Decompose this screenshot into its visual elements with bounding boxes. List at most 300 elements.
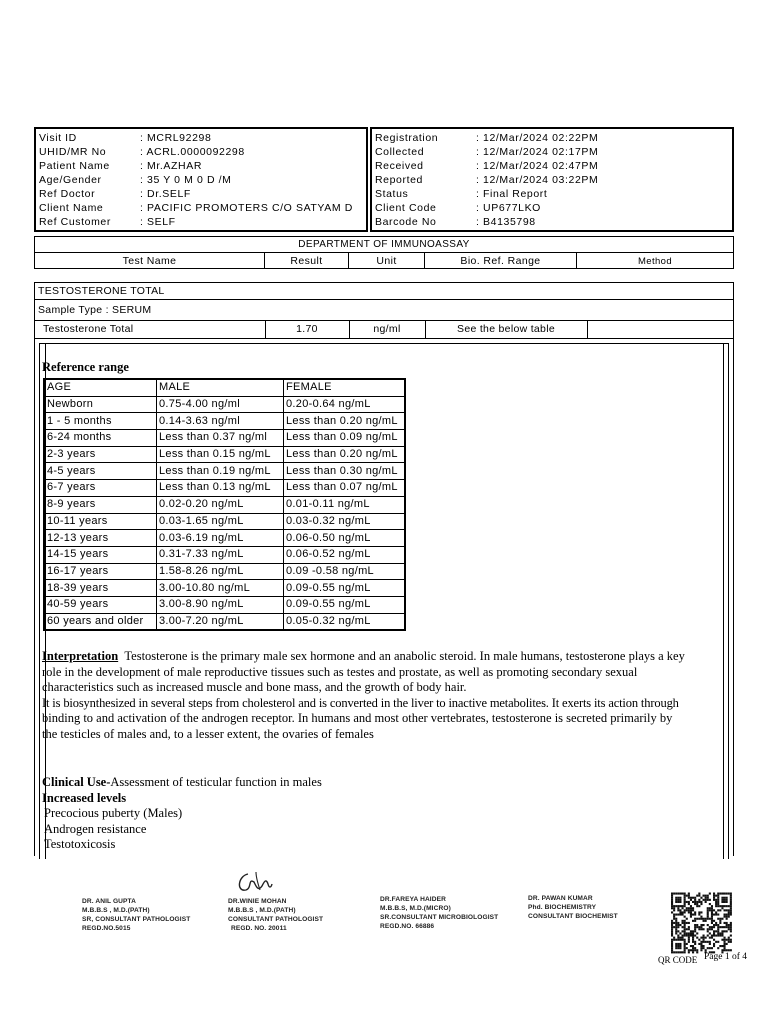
qr-module (675, 951, 677, 953)
qr-module (730, 901, 732, 903)
qr-module (717, 895, 719, 897)
qr-module (728, 939, 730, 941)
qr-module (692, 947, 694, 949)
qr-module (692, 897, 694, 899)
qr-module (692, 945, 694, 947)
qr-module (692, 937, 694, 939)
table-row (44, 613, 405, 630)
interpretation-line: binding to and activation of the androgen receptor. In humans and most other vertebrates, testosterone is secreted primarily by (42, 711, 673, 726)
qr-module (730, 897, 732, 899)
qr-module (692, 901, 694, 903)
qr-module (684, 939, 686, 941)
qr-module (673, 926, 675, 928)
qr-module (686, 909, 688, 911)
male-cell: 0.03-6.19 ng/mL (157, 530, 284, 547)
qr-module (724, 947, 726, 949)
qr-module (730, 941, 732, 943)
age-cell: 18-39 years (44, 580, 157, 597)
test-unit: ng/ml (373, 323, 401, 335)
signatory-title: CONSULTANT PATHOLOGIST (228, 916, 324, 923)
female-cell: Less than 0.20 ng/mL (284, 413, 406, 430)
qr-module (705, 918, 707, 920)
qr-module (707, 911, 709, 913)
qr-module (698, 918, 700, 920)
qr-module (684, 893, 686, 895)
qr-module (713, 943, 715, 945)
col-unit: Unit (349, 253, 425, 269)
qr-module (726, 899, 728, 901)
qr-module (724, 905, 726, 907)
signatory-degree: M.B.B.S , M.D.(PATH) (82, 907, 150, 914)
qr-module (707, 895, 709, 897)
reference-range-heading: Reference range (42, 360, 129, 374)
qr-module (673, 909, 675, 911)
qr-module (711, 909, 713, 911)
interpretation-label: Interpretation (42, 649, 119, 663)
qr-module (717, 941, 719, 943)
header-age: AGE (44, 379, 157, 396)
qr-module (715, 922, 717, 924)
qr-module (703, 935, 705, 937)
qr-module (715, 941, 717, 943)
qr-module (696, 918, 698, 920)
qr-module (688, 951, 690, 953)
patient-name-label: Patient Name (39, 160, 110, 172)
qr-module (709, 918, 711, 920)
male-cell: 3.00-10.80 ng/mL (157, 580, 284, 597)
signatory-1 (82, 897, 190, 933)
qr-module (705, 937, 707, 939)
qr-module (707, 914, 709, 916)
qr-module (692, 930, 694, 932)
qr-module (688, 928, 690, 930)
qr-module (721, 935, 723, 937)
qr-module (675, 922, 677, 924)
qr-module (694, 914, 696, 916)
qr-module (696, 901, 698, 903)
interpretation-line: role in the development of male reproductive tissues such as testes and prostate, as well as promoting secondary sexual (42, 664, 638, 679)
qr-module (671, 951, 673, 953)
qr-module (694, 901, 696, 903)
qr-module (694, 947, 696, 949)
qr-module (717, 935, 719, 937)
qr-module (677, 935, 679, 937)
qr-module (684, 951, 686, 953)
qr-module (694, 928, 696, 930)
client-name-value: : PACIFIC PROMOTERS C/O SATYAM D (140, 202, 353, 214)
qr-module (711, 922, 713, 924)
qr-module (684, 926, 686, 928)
female-cell: Less than 0.09 ng/mL (284, 430, 406, 447)
qr-module (730, 914, 732, 916)
department-title: DEPARTMENT OF IMMUNOASSAY (298, 239, 470, 250)
ref-customer-value: : SELF (140, 216, 176, 228)
qr-module (719, 909, 721, 911)
qr-module (728, 924, 730, 926)
qr-module (707, 935, 709, 937)
qr-module (692, 909, 694, 911)
male-cell: 0.02-0.20 ng/mL (157, 496, 284, 513)
qr-module (730, 924, 732, 926)
qr-module (679, 897, 681, 899)
qr-module (677, 937, 679, 939)
header-male: MALE (157, 379, 284, 396)
interpretation-text: Testosterone is the primary male sex hormone and an anabolic steroid. In male humans, testosterone plays a key (124, 649, 685, 663)
qr-module (709, 909, 711, 911)
qr-module (707, 928, 709, 930)
male-cell: Less than 0.15 ng/mL (157, 446, 284, 463)
qr-module (690, 945, 692, 947)
qr-module (675, 926, 677, 928)
qr-module (721, 897, 723, 899)
qr-module (682, 922, 684, 924)
male-cell: 0.14-3.63 ng/ml (157, 413, 284, 430)
qr-module (690, 909, 692, 911)
qr-module (677, 924, 679, 926)
reported-value: : 12/Mar/2024 03:22PM (476, 174, 599, 186)
qr-module (721, 932, 723, 934)
qr-module (721, 899, 723, 901)
ref-doctor-value: : Dr.SELF (140, 188, 191, 200)
qr-module (677, 909, 679, 911)
qr-module (675, 897, 677, 899)
qr-module (679, 899, 681, 901)
qr-module (673, 951, 675, 953)
age-cell: 4-5 years (44, 463, 157, 480)
qr-module (690, 935, 692, 937)
qr-module (686, 932, 688, 934)
qr-module (703, 920, 705, 922)
qr-module (715, 924, 717, 926)
qr-module (709, 932, 711, 934)
ref-doctor-label: Ref Doctor (39, 188, 96, 200)
status-value: : Final Report (476, 188, 548, 200)
qr-module (682, 926, 684, 928)
qr-module (671, 928, 673, 930)
qr-module (671, 939, 673, 941)
qr-module (675, 924, 677, 926)
qr-module (684, 928, 686, 930)
qr-module (688, 935, 690, 937)
ref-customer-label: Ref Customer (39, 216, 111, 228)
qr-module (728, 914, 730, 916)
qr-module (724, 949, 726, 951)
qr-module (684, 932, 686, 934)
qr-module (711, 947, 713, 949)
male-cell: Less than 0.37 ng/ml (157, 430, 284, 447)
qr-module (719, 926, 721, 928)
qr-module (686, 918, 688, 920)
qr-module (726, 905, 728, 907)
qr-module (703, 937, 705, 939)
qr-module (690, 932, 692, 934)
qr-module (713, 914, 715, 916)
sample-type: Sample Type : SERUM (38, 304, 152, 316)
qr-module (679, 914, 681, 916)
qr-module (675, 905, 677, 907)
qr-module (675, 945, 677, 947)
signatory-title: SR.CONSULTANT MICROBIOLOGIST (380, 914, 499, 921)
divider (35, 338, 733, 339)
qr-module (700, 943, 702, 945)
client-name-label: Client Name (39, 202, 104, 214)
qr-module (730, 922, 732, 924)
qr-module (677, 945, 679, 947)
qr-module (713, 909, 715, 911)
qr-module (724, 899, 726, 901)
department-header (34, 236, 734, 269)
qr-module (698, 905, 700, 907)
female-cell: 0.20-0.64 ng/mL (284, 396, 406, 413)
reported-label: Reported (375, 174, 423, 186)
qr-module (673, 939, 675, 941)
qr-module (690, 930, 692, 932)
qr-module (679, 924, 681, 926)
qr-module (721, 901, 723, 903)
divider (35, 299, 733, 300)
qr-module (707, 909, 709, 911)
qr-module (688, 903, 690, 905)
qr-module (707, 899, 709, 901)
qr-module (726, 926, 728, 928)
list-item: Precocious puberty (Males) (44, 806, 183, 821)
signature-scribble-icon (234, 866, 274, 898)
qr-module (690, 914, 692, 916)
qr-module (679, 943, 681, 945)
qr-module (715, 935, 717, 937)
qr-module (679, 937, 681, 939)
qr-module (724, 922, 726, 924)
female-cell: 0.06-0.52 ng/mL (284, 546, 406, 563)
reference-range-table (43, 378, 406, 631)
qr-module (677, 951, 679, 953)
qr-module (713, 932, 715, 934)
qr-module (686, 922, 688, 924)
table-row (44, 546, 405, 563)
qr-module (684, 943, 686, 945)
qr-module (717, 924, 719, 926)
qr-module (682, 951, 684, 953)
signatory-name: DR. ANIL GUPTA (82, 898, 137, 905)
table-row (44, 413, 405, 430)
qr-module (721, 930, 723, 932)
qr-module (724, 914, 726, 916)
qr-module (700, 926, 702, 928)
qr-module (684, 924, 686, 926)
qr-module (679, 909, 681, 911)
qr-module (730, 905, 732, 907)
qr-module (692, 935, 694, 937)
qr-module (684, 899, 686, 901)
qr-module (682, 939, 684, 941)
qr-module (730, 928, 732, 930)
qr-module (671, 926, 673, 928)
qr-module (671, 907, 673, 909)
qr-module (730, 893, 732, 895)
qr-module (724, 945, 726, 947)
qr-module (709, 893, 711, 895)
age-cell: 2-3 years (44, 446, 157, 463)
qr-module (677, 943, 679, 945)
qr-module (682, 893, 684, 895)
qr-module (696, 926, 698, 928)
clinical-use-text: Assessment of testicular function in males (110, 775, 322, 789)
qr-module (707, 924, 709, 926)
qr-module (696, 924, 698, 926)
female-cell: 0.09-0.55 ng/mL (284, 580, 406, 597)
interpretation-line: It is biosynthesized in several steps from cholesterol and is converted in the liver to inactive metabolites. It exerts its action through (42, 695, 679, 710)
barcode-label: Barcode No (375, 216, 437, 228)
qr-module (726, 924, 728, 926)
qr-module (705, 895, 707, 897)
qr-module (711, 905, 713, 907)
qr-module (730, 930, 732, 932)
qr-module (719, 935, 721, 937)
clinical-use-block (42, 775, 702, 853)
qr-module (684, 916, 686, 918)
age-cell: 40-59 years (44, 596, 157, 613)
qr-module (724, 926, 726, 928)
qr-module (713, 893, 715, 895)
qr-module (671, 924, 673, 926)
qr-module (694, 935, 696, 937)
qr-module (700, 937, 702, 939)
qr-module (696, 932, 698, 934)
qr-module (713, 945, 715, 947)
qr-module (698, 901, 700, 903)
qr-module (726, 901, 728, 903)
qr-module (709, 937, 711, 939)
qr-module (673, 914, 675, 916)
qr-module (730, 903, 732, 905)
qr-module (677, 893, 679, 895)
qr-module (724, 930, 726, 932)
qr-module (673, 916, 675, 918)
qr-module (679, 905, 681, 907)
signatory-reg: REGD.NO.5015 (82, 925, 131, 932)
signatory-title: CONSULTANT BIOCHEMIST (528, 913, 618, 920)
signatory-4 (528, 894, 618, 921)
qr-module (707, 907, 709, 909)
qr-module (703, 899, 705, 901)
col-test-name: Test Name (35, 253, 265, 269)
qr-module (696, 895, 698, 897)
qr-module (719, 918, 721, 920)
qr-module (724, 941, 726, 943)
qr-module (686, 928, 688, 930)
qr-module (705, 899, 707, 901)
qr-module (730, 895, 732, 897)
interpretation-line (42, 649, 702, 665)
qr-module (679, 951, 681, 953)
qr-module (719, 905, 721, 907)
qr-module (726, 893, 728, 895)
qr-module (719, 922, 721, 924)
page-number: Page 1 of 4 (704, 952, 748, 962)
qr-module (721, 926, 723, 928)
qr-module (709, 926, 711, 928)
qr-module (700, 918, 702, 920)
qr-module (730, 939, 732, 941)
qr-module (682, 907, 684, 909)
signatory-name: DR.FAREYA HAIDER (380, 896, 446, 903)
received-value: : 12/Mar/2024 02:47PM (476, 160, 599, 172)
qr-module (684, 949, 686, 951)
qr-module (726, 922, 728, 924)
female-cell: 0.09 -0.58 ng/mL (284, 563, 406, 580)
qr-module (688, 941, 690, 943)
qr-module (715, 899, 717, 901)
qr-module (717, 893, 719, 895)
qr-module (675, 918, 677, 920)
qr-module (703, 918, 705, 920)
qr-module (724, 897, 726, 899)
signatory-2 (228, 897, 323, 933)
qr-module (728, 909, 730, 911)
age-cell: 60 years and older (44, 613, 157, 630)
male-cell: 3.00-7.20 ng/mL (157, 613, 284, 630)
clinical-use-line (42, 775, 702, 791)
signatory-name: DR. PAWAN KUMAR (528, 895, 593, 902)
qr-module (677, 930, 679, 932)
qr-module (713, 926, 715, 928)
test-name: Testosterone Total (43, 323, 134, 335)
interpretation-line: the testicles of males and, to a lesser extent, the ovaries of females (42, 726, 374, 741)
qr-module (684, 911, 686, 913)
qr-module (700, 945, 702, 947)
qr-module (698, 895, 700, 897)
female-cell: 0.09-0.55 ng/mL (284, 596, 406, 613)
qr-module (694, 903, 696, 905)
female-cell: 0.01-0.11 ng/mL (284, 496, 406, 513)
qr-module (677, 907, 679, 909)
qr-module (700, 924, 702, 926)
qr-module (690, 897, 692, 899)
col-method: Method (637, 256, 673, 267)
divider (35, 320, 733, 321)
qr-module (675, 930, 677, 932)
table-row (44, 446, 405, 463)
qr-module (707, 916, 709, 918)
table-row (44, 596, 405, 613)
qr-module (711, 907, 713, 909)
qr-module (677, 922, 679, 924)
qr-module (728, 893, 730, 895)
qr-module (682, 911, 684, 913)
table-header-row (44, 379, 405, 396)
qr-module (728, 937, 730, 939)
qr-module (684, 945, 686, 947)
qr-module (690, 911, 692, 913)
qr-module (684, 941, 686, 943)
qr-module (686, 907, 688, 909)
qr-module (711, 926, 713, 928)
qr-module (679, 911, 681, 913)
qr-module (730, 909, 732, 911)
qr-module (692, 907, 694, 909)
collected-value: : 12/Mar/2024 02:17PM (476, 146, 599, 158)
male-cell: 0.75-4.00 ng/ml (157, 396, 284, 413)
table-row (44, 513, 405, 530)
qr-module (688, 895, 690, 897)
qr-module (726, 939, 728, 941)
qr-module (671, 935, 673, 937)
qr-module (696, 905, 698, 907)
qr-module (721, 949, 723, 951)
registration-value: : 12/Mar/2024 02:22PM (476, 132, 599, 144)
qr-module (717, 930, 719, 932)
received-label: Received (375, 160, 424, 172)
